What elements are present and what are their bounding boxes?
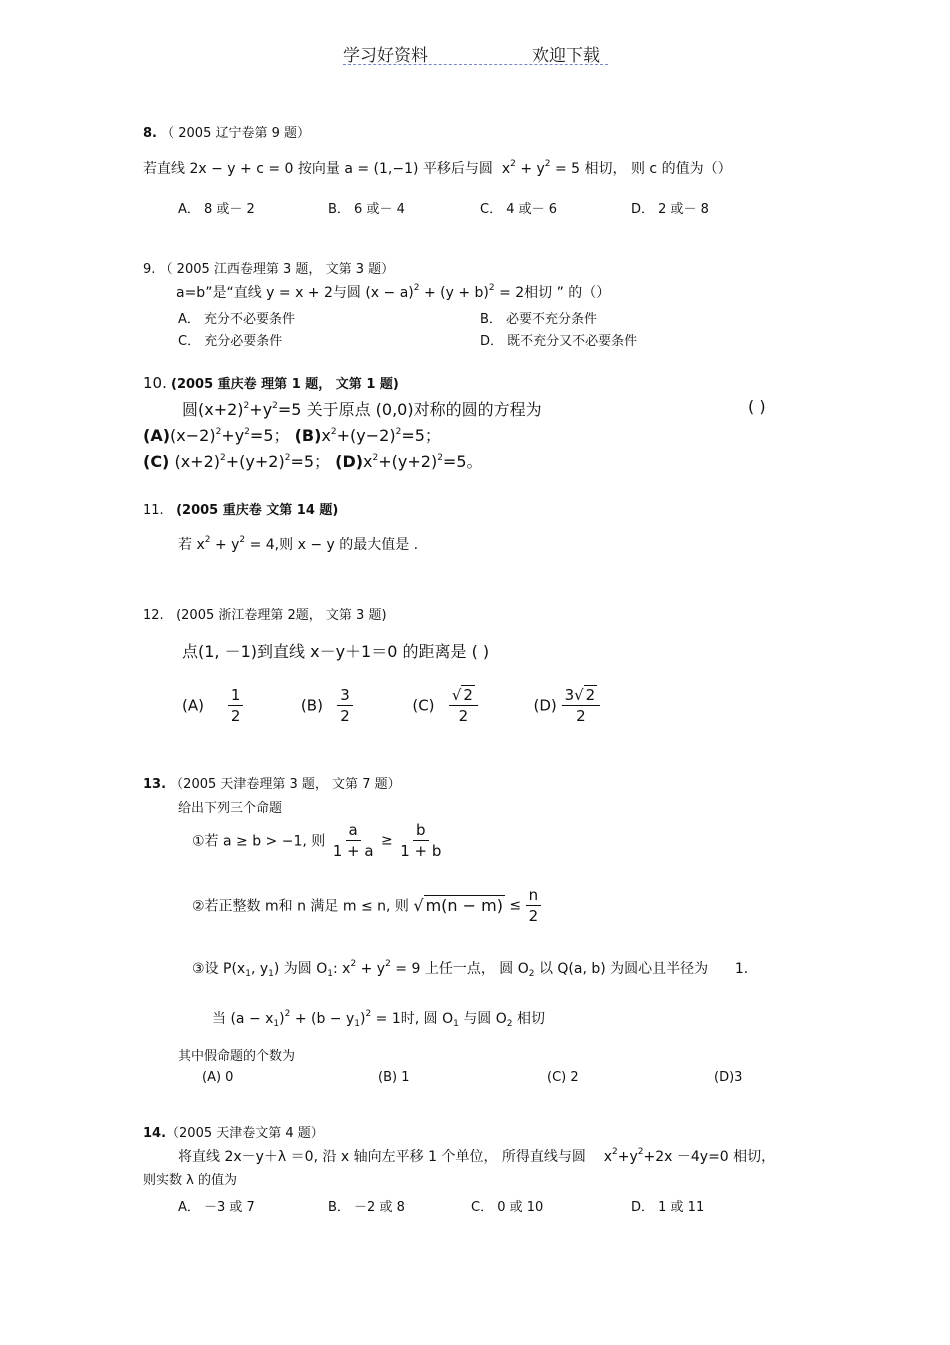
option-a: A． －3 或 7 [178, 1200, 255, 1215]
option-c-label: (C) [412, 696, 435, 715]
question-number: 8. [143, 126, 157, 141]
option-d: D． 1 或 11 [631, 1200, 705, 1215]
stem-text: =5 关于原点 (0,0)对称的圆的方程为 [277, 400, 542, 419]
numerator: 1 [228, 685, 244, 706]
exponent: 2 [350, 959, 357, 969]
prop-text: ①若 a ≥ b > −1, 则 [192, 833, 326, 850]
numerator: 3 [337, 685, 353, 706]
option-d-text: +(y+2) [378, 452, 438, 471]
subscript: 1 [327, 969, 333, 979]
option-b-text: +(y−2) [336, 426, 396, 445]
stem-math: = 5 [554, 161, 581, 177]
option-a-text: (x−2) [170, 426, 216, 445]
option-b-text: x [321, 426, 331, 445]
denominator: 2 [576, 707, 586, 725]
prop-text: = 1时, 圆 O [375, 1011, 454, 1027]
prop-text: ≤ [509, 897, 522, 914]
stem-text: a=b”是“直线 [176, 285, 262, 301]
question-13-ask: 其中假命题的个数为 [178, 1049, 296, 1064]
option-c-fraction: $\frac{√ 2}{2}$ [449, 685, 478, 726]
question-13-intro: 给出下列三个命题 [178, 801, 283, 816]
prop-text: + (b − y [294, 1011, 355, 1027]
denominator: 2 [230, 707, 241, 725]
stem-math: + y [520, 161, 545, 177]
option-d-fraction: $\frac{3√ 2}{2}$ [562, 685, 601, 726]
denominator: 2 [458, 707, 469, 725]
option-d: (D)3 [714, 1070, 743, 1085]
answer-paren: ( ) [748, 397, 766, 416]
stem-text: = 2相切 ” 的（） [499, 285, 611, 301]
stem-math: a = (1,−1) [344, 161, 419, 177]
prop-text: 1. [734, 961, 749, 977]
exponent: 2 [284, 1009, 291, 1019]
question-10-stem [182, 397, 542, 420]
option-c-text: (x+2) [174, 452, 221, 471]
denominator: 1 + b [400, 842, 442, 860]
stem-math: x [603, 1149, 613, 1165]
radicand: 2 [463, 686, 473, 704]
option-c: C． 4 或－ 6 [480, 202, 558, 217]
option-d: D． 既不充分又不必要条件 [480, 334, 638, 349]
stem-text: +2x －4y=0 相切， [643, 1149, 776, 1165]
question-10-options-ab: $(A)(x-2)^2+y^2=5$； $(B)x^2+(y-2)^2=5$； [143, 426, 441, 445]
stem-math: + (y + b) [423, 285, 489, 301]
prop-text: 与圆 O [463, 1011, 507, 1027]
option-a-label: (A) [182, 696, 204, 715]
prop-text: 相切 [516, 1011, 545, 1027]
question-source: （2005 天津卷理第 3 题， 文第 7 题） [170, 777, 401, 792]
option-d-label: (D) [533, 696, 557, 715]
prop-text: 当 (a − x [212, 1011, 274, 1027]
question-number: 9. [143, 262, 156, 277]
question-11-stem: 若 $x^2 + y^2 = 4$,则 x − y 的最大值是 . [178, 535, 419, 553]
option-a: (A) 0 [202, 1070, 234, 1085]
exponent: 2 [365, 1009, 372, 1019]
fraction [526, 885, 542, 926]
option-b: B． 必要不充分条件 [480, 312, 598, 327]
exponent: 2 [385, 959, 391, 969]
question-8-header [143, 122, 310, 141]
numerator: b [413, 820, 429, 841]
stem-math: y = x + 2与圆 (x − a) [266, 285, 414, 301]
prop-text: ) [360, 1011, 366, 1027]
question-14-stem-line2: 则实数 λ 的值为 [143, 1173, 237, 1188]
question-number: 12. [143, 608, 164, 623]
exponent: 2 [272, 401, 278, 411]
question-number: 10. [143, 374, 167, 392]
prop-text: ②若正整数 m和 n 满足 m ≤ n, 则 [192, 898, 409, 915]
option-a: A． 充分不必要条件 [178, 312, 296, 327]
option-a-text: =5； [249, 426, 290, 445]
option-c: (C) 2 [547, 1070, 579, 1085]
option-b-label: (B) [294, 426, 322, 445]
prop-text: ③设 P(x [192, 961, 246, 977]
proposition-1 [192, 820, 444, 861]
stem-math: + y [214, 537, 240, 553]
question-8-stem: 若直线 2x − y + c = 0 按向量 a = (1,−1) 平移后与圆 $x^2 + y^2 = 5$ 相切， 则 c 的值为（） [143, 159, 732, 177]
question-9-header [143, 258, 394, 277]
exponent: 2 [243, 401, 250, 411]
option-c-text: =5； [290, 452, 331, 471]
proposition-3 [192, 958, 748, 979]
stem-math: 2x − y + c = 0 [189, 161, 294, 177]
denominator: 1 + a [332, 842, 374, 860]
question-number: 11. [143, 503, 164, 518]
header-left: 学习好资料 [343, 46, 428, 66]
subscript: 1 [268, 969, 274, 979]
stem-text: 将直线 2x－y＋λ ＝0, 沿 x 轴向左平移 1 个单位， 所得直线与圆 [178, 1149, 586, 1165]
numerator: a [346, 820, 361, 841]
prop-text: 以 Q(a, b) 为圆心且半径为 [538, 961, 709, 977]
option-b-label: (B) [300, 696, 323, 715]
question-9-stem: a=b”是“直线 y = x + 2与圆 $(x - a)^2 + (y + b)^2 = 2$相切 ” 的（） [176, 283, 611, 301]
question-12-header [143, 604, 387, 623]
option-b: (B) 1 [378, 1070, 410, 1085]
stem-text: 相切， 则 c 的值为（） [584, 161, 732, 177]
option-d-text: x [363, 452, 373, 471]
stem-text: 平移后与圆 [422, 161, 493, 177]
prop-text: , y [250, 961, 269, 977]
option-d-text: =5。 [442, 452, 483, 471]
subscript: 2 [528, 969, 535, 979]
question-11-header [143, 499, 338, 518]
question-number: 13. [143, 777, 167, 792]
option-b-fraction [337, 685, 353, 726]
proposition-3-cont [212, 1008, 545, 1029]
question-source: (2005 重庆卷 理第 1 题， 文第 1 题) [171, 377, 399, 392]
subscript: 1 [354, 1019, 360, 1029]
denominator: 2 [528, 907, 539, 925]
denominator: 2 [340, 707, 350, 725]
option-d: D． 2 或－ 8 [631, 202, 709, 217]
prop-text: : x [332, 961, 351, 977]
option-b: B． －2 或 8 [328, 1200, 405, 1215]
stem-text: = 4,则 x − y 的最大值是 . [249, 537, 419, 553]
question-12-stem: 点(1, －1)到直线 x－y＋1＝0 的距离是 ( ) [182, 642, 490, 661]
option-a-fraction [228, 685, 244, 726]
prop-text: ) [279, 1011, 285, 1027]
question-source: （ 2005 辽宁卷第 9 题） [161, 126, 311, 141]
question-10-header [143, 373, 399, 392]
question-source: (2005 重庆卷 文第 14 题) [176, 503, 339, 518]
subscript: 1 [273, 1019, 280, 1029]
question-10-options-cd: (C) $(x+2)^2+(y+2)^2=5$； $(D)x^2+(y+2)^2=5$。 [143, 452, 483, 471]
question-source: （2005 天津卷文第 4 题） [166, 1126, 324, 1141]
numerator: n [526, 885, 542, 906]
stem-text: 按向量 [297, 161, 340, 177]
header-divider [343, 64, 608, 65]
radicand: 2 [585, 686, 596, 704]
prop-text: + y [360, 961, 386, 977]
question-source: （ 2005 江西卷理第 3 题， 文第 3 题） [159, 262, 395, 277]
header-right: 欢迎下载 [532, 46, 600, 66]
option-a-label: (A) [143, 426, 171, 445]
proposition-2: ②若正整数 m和 n 满足 m ≤ n, 则 √ m(n − m) ≤ $\frac{n}{2}$ [192, 885, 541, 926]
question-13-header [143, 773, 401, 792]
option-d-label: (D) [335, 452, 364, 471]
option-c-text: +(y+2) [225, 452, 285, 471]
question-number: 14. [143, 1126, 167, 1141]
option-a-text: +y [221, 426, 245, 445]
stem-math: 若 x [178, 537, 205, 553]
subscript: 1 [245, 969, 251, 979]
stem-math: +y [617, 1149, 638, 1165]
option-c: C． 0 或 10 [471, 1200, 544, 1215]
option-c: C． 充分必要条件 [178, 334, 283, 349]
stem-math: x [501, 161, 511, 177]
option-b-text: =5； [401, 426, 441, 445]
coefficient: 3 [564, 686, 575, 704]
radicand: m(n − m) [425, 896, 503, 915]
option-b: B． 6 或－ 4 [328, 202, 405, 217]
question-14-stem: 将直线 2x－y＋λ ＝0, 沿 x 轴向左平移 1 个单位， 所得直线与圆 $x^2+y^2+2x -4y=0$ 相切， [178, 1147, 776, 1165]
prop-text: = 9 上任一点， 圆 O [395, 961, 529, 977]
stem-math: +y [249, 400, 273, 419]
fraction [397, 820, 444, 861]
option-a: A． 8 或－ 2 [178, 202, 255, 217]
stem-text: 若直线 [143, 161, 185, 177]
subscript: 1 [453, 1019, 459, 1029]
prop-text: ≥ [381, 832, 393, 849]
fraction [330, 820, 377, 861]
option-c-label: (C) [143, 452, 170, 471]
question-12-options [182, 685, 600, 726]
prop-text: ) 为圆 O [273, 961, 328, 977]
stem-math: 圆(x+2) [182, 400, 244, 419]
question-14-header [143, 1122, 324, 1141]
subscript: 2 [506, 1019, 513, 1029]
question-source: (2005 浙江卷理第 2题， 文第 3 题) [176, 608, 387, 623]
